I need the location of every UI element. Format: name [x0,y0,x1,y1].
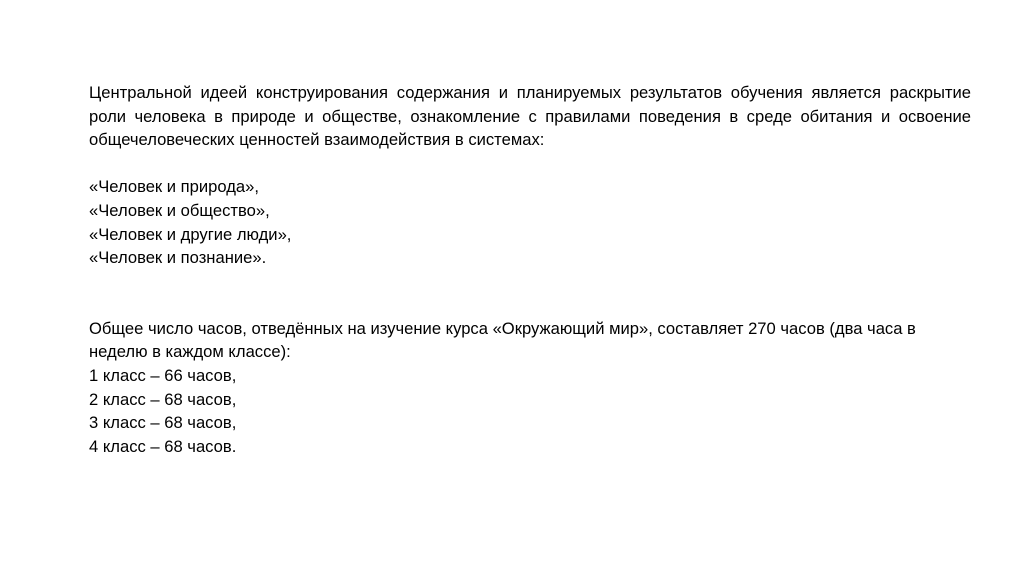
system-item-other-people: «Человек и другие люди», [89,224,292,244]
system-item-nature: «Человек и природа», [89,177,259,197]
hours-list [89,364,971,458]
slide-content [89,81,971,458]
systems-list [89,175,971,269]
hours-item-grade-2: 2 класс – 68 часов, [89,389,237,409]
intro-paragraph: Центральной идеей конструирования содержания и планируемых результатов обучения является раскрытие роли человека в природе и обществе, ознакомление с правилами поведения в среде обитания и освоение общечеловеческих ценностей взаимодействия в системах: [89,83,971,150]
hours-paragraph: Общее число часов, отведённых на изучение курса «Окружающий мир», составляет 270 часов (два часа в неделю в каждом классе): [89,318,916,362]
system-item-society: «Человек и общество», [89,200,270,220]
hours-item-grade-4: 4 класс – 68 часов. [89,436,237,456]
hours-item-grade-3: 3 класс – 68 часов, [89,413,237,433]
hours-item-grade-1: 1 класс – 66 часов, [89,365,237,385]
system-item-cognition: «Человек и познание». [89,248,267,268]
